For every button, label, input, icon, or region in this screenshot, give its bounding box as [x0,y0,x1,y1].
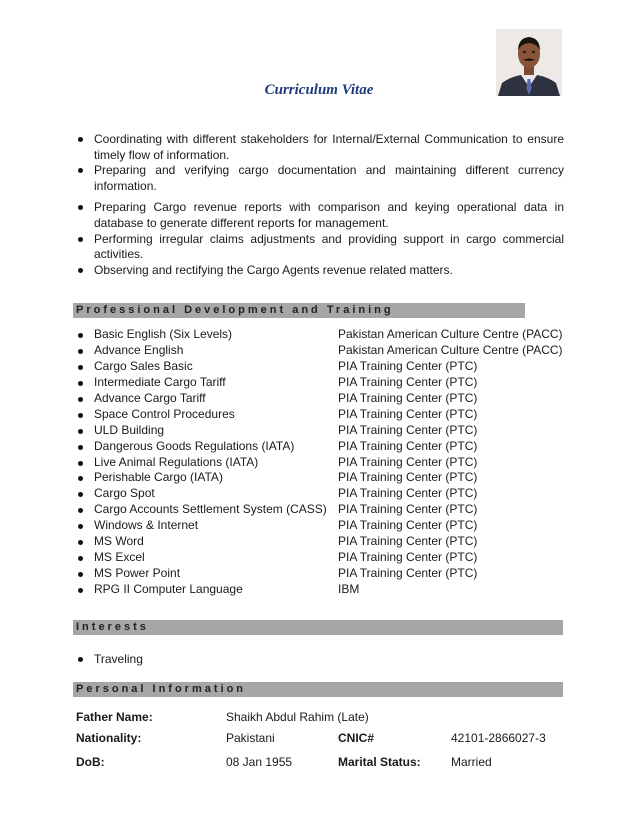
bullet-icon [78,429,83,434]
marital-status-label: Marital Status: [338,755,421,769]
course-name: MS Word [94,534,144,549]
course-name: Windows & Internet [94,518,199,533]
responsibilities-list [76,132,564,278]
institute-name: PIA Training Center (PTC) [338,374,478,389]
list-item [76,582,566,598]
list-item [76,423,566,439]
course-name: Dangerous Goods Regulations (IATA) [94,438,295,453]
list-item [76,470,566,486]
institute-name: IBM [338,582,360,596]
course-name: ULD Building [94,422,165,437]
bullet-icon [78,445,83,450]
institute-name: PIA Training Center (PTC) [338,454,478,469]
institute-name: PIA Training Center (PTC) [338,518,478,533]
list-item [76,455,566,471]
course-name: Cargo Spot [94,486,155,501]
institute-name: PIA Training Center (PTC) [338,390,478,405]
bullet-icon [78,461,83,466]
profile-photo [496,29,562,96]
list-item [76,550,566,566]
bullet-icon [78,657,83,662]
institute-name: PIA Training Center (PTC) [338,438,478,453]
institute-name: PIA Training Center (PTC) [338,502,478,517]
list-item [76,502,566,518]
father-name-label: Father Name: [76,710,153,724]
institute-name: Pakistan American Culture Centre (PACC) [338,327,563,341]
bullet-icon [78,365,83,370]
institute-name: Pakistan American Culture Centre (PACC) [338,342,563,357]
nationality-value: Pakistani [226,731,275,745]
course-name: RPG II Computer Language [94,582,243,596]
bullet-icon [78,524,83,529]
father-name-value: Shaikh Abdul Rahim (Late) [226,710,369,724]
course-name: Advance Cargo Tariff [94,390,206,405]
list-item [76,534,566,550]
dob-value: 08 Jan 1955 [226,755,293,769]
bullet-icon [78,333,83,338]
institute-name: PIA Training Center (PTC) [338,422,478,437]
bullet-icon [78,508,83,513]
bullet-icon [78,556,83,561]
list-item [76,375,566,391]
list-item [76,652,143,667]
bullet-icon [78,572,83,577]
document-title: Curriculum Vitae [264,82,374,98]
bullet-icon [78,588,83,593]
list-item [76,486,566,502]
bullet-icon [78,381,83,386]
course-name: Intermediate Cargo Tariff [94,374,226,389]
section-heading-training: Professional Development and Training [73,303,525,318]
bullet-icon [78,540,83,545]
institute-name: PIA Training Center (PTC) [338,486,478,501]
institute-name: PIA Training Center (PTC) [338,470,478,485]
course-name: Live Animal Regulations (IATA) [94,454,259,469]
course-name: MS Power Point [94,566,181,581]
course-name: Cargo Accounts Settlement System (CASS) [94,502,327,517]
list-item: Performing irregular claims adjustments and providing support in cargo commercial activities. [76,232,564,263]
institute-name: PIA Training Center (PTC) [338,406,478,421]
institute-name: PIA Training Center (PTC) [338,358,478,373]
list-item [76,359,566,375]
bullet-icon [78,476,83,481]
institute-name: PIA Training Center (PTC) [338,550,478,565]
list-item [76,327,566,343]
bullet-icon [78,349,83,354]
institute-name: PIA Training Center (PTC) [338,566,478,581]
course-name: Basic English (Six Levels) [94,327,233,341]
list-item [76,343,566,359]
institute-name: PIA Training Center (PTC) [338,534,478,549]
list-item [76,407,566,423]
section-heading-personal: Personal Information [73,682,563,697]
bullet-icon [78,397,83,402]
course-name: MS Excel [94,550,145,565]
course-name: Cargo Sales Basic [94,358,193,373]
course-name: Advance English [94,342,184,357]
list-item: Preparing Cargo revenue reports with comparison and keying operational data in database to generate different reports for management. [76,200,564,231]
list-item: Coordinating with different stakeholders for Internal/External Communication to ensure timely flow of information. [76,132,564,163]
course-name: Space Control Procedures [94,406,235,421]
cnic-value: 42101-2866027-3 [451,731,546,745]
cnic-label: CNIC# [338,731,375,745]
list-item [76,391,566,407]
nationality-label: Nationality: [76,731,142,745]
bullet-icon [78,492,83,497]
list-item: Observing and rectifying the Cargo Agents revenue related matters. [76,263,564,279]
list-item [76,518,566,534]
training-list [76,327,566,598]
marital-status-value: Married [451,755,492,769]
list-item [76,439,566,455]
list-item: Preparing and verifying cargo documentation and maintaining different currency information. [76,163,564,194]
interest-text: Traveling [94,652,143,666]
bullet-icon [78,413,83,418]
section-heading-interests: Interests [73,620,563,635]
dob-label: DoB: [76,755,105,769]
course-name: Perishable Cargo (IATA) [94,470,223,485]
list-item [76,566,566,582]
